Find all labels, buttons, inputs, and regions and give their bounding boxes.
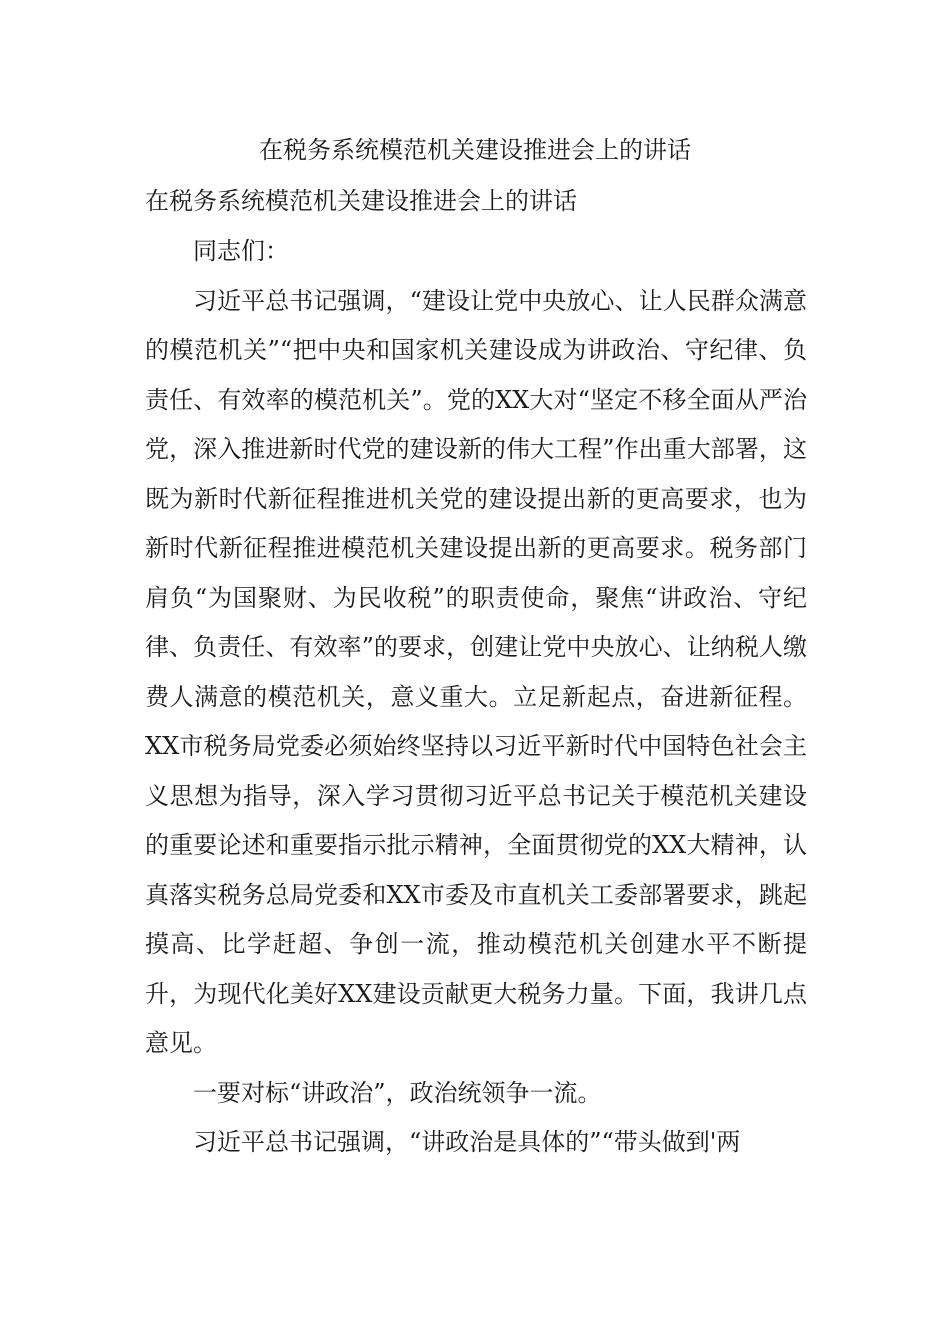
- salutation-paragraph: 同志们：: [193, 237, 289, 265]
- body-paragraph: 习近平总书记强调，“建设让党中央放心、让人民群众满意的模范机关”“把中央和国家机关建设成为讲政治、守纪律、负责任、有效率的模范机关”。党的XX大对“坚定不移全面从严治党，深入推进新时代党的建设新的伟大工程”作出重大部署，这既为新时代新征程推进机关党的建设提出新的更高要求，也为新时代新征程推进模范机关建设提出新的更高要求。税务部门肩负“为国聚财、为民收税”的职责使命，聚焦“讲政治、守纪律、负责任、有效率”的要求，创建让党中央放心、让纳税人缴费人满意的模范机关，意义重大。立足新起点，奋进新征程。XX市税务局党委必须始终坚持以习近平新时代中国特色社会主义思想为指导，深入学习贯彻习近平总书记关于模范机关建设的重要论述和重要指示批示精神，全面贯彻党的XX大精神，认真落实税务总局党委和XX市委及市直机关工委部署要求，跳起摸高、比学赶超、争创一流，推动模范机关创建水平不断提升，为现代化美好XX建设贡献更大税务力量。下面，我讲几点意见。: [145, 286, 807, 1057]
- document-title: 在税务系统模范机关建设推进会上的讲话: [259, 136, 691, 164]
- document-subtitle: 在税务系统模范机关建设推进会上的讲话: [145, 187, 577, 215]
- body-paragraph: 习近平总书记强调，“讲政治是具体的”“带头做到'两: [193, 1128, 741, 1156]
- document-body: [145, 227, 807, 1168]
- section-heading-paragraph: 一要对标“讲政治”，政治统领争一流。: [193, 1078, 602, 1107]
